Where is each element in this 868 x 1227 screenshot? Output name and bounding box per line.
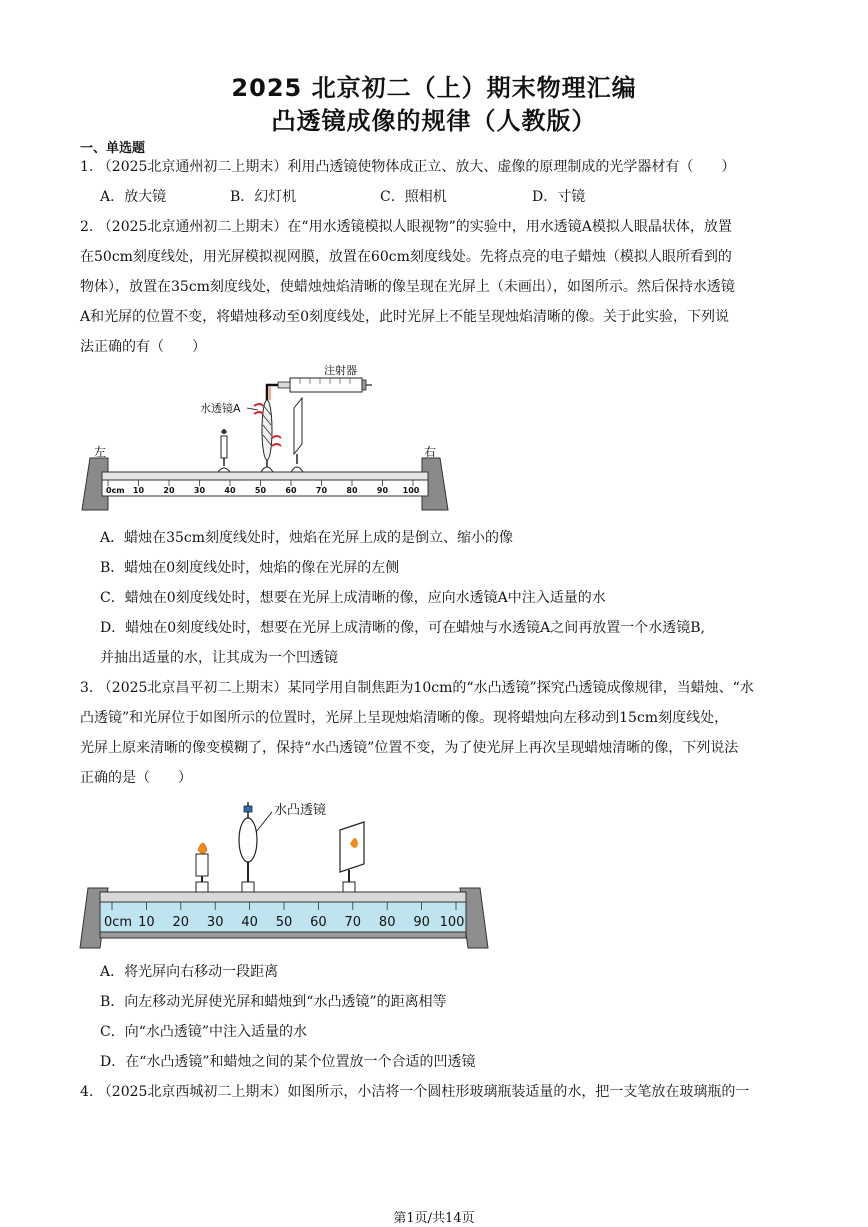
page-title-line2: 凸透镜成像的规律（人教版） (271, 107, 597, 135)
ruler-tick: 30 (193, 486, 206, 495)
q2-line-2: 在50cm刻度线处，用光屏模拟视网膜，放置在60cm刻度线处。先将点亮的电子蜡烛（模拟人眼所看到的 (80, 249, 732, 265)
q2-line-3: 物体），放置在35cm刻度线处，使蜡烛烛焰清晰的像呈现在光屏上（未画出），如图所示。然后保持水透镜 (80, 279, 735, 295)
candle-icon (196, 843, 208, 894)
syringe-icon (278, 378, 372, 392)
q4-line-1: 4. （2025北京西城初二上期末）如图所示，小洁将一个圆柱形玻璃瓶装适量的水，把一支笔放在玻璃瓶的一 (80, 1084, 750, 1100)
left-label: 左 (94, 445, 107, 459)
ruler-unit: 0cm (106, 486, 125, 495)
water-convex-lens-icon (239, 802, 257, 894)
ruler-tick: 80 (346, 486, 358, 495)
q3-line-2: 凸透镜”和光屏位于如图所示的位置时，光屏上呈现烛焰清晰的像。现将蜡烛向左移动到15cm刻度线处， (80, 710, 729, 726)
q1-option-c: C．照相机 (380, 189, 447, 205)
optical-bench (82, 458, 448, 510)
ruler-tick: 70 (315, 486, 328, 495)
q1-option-d: D．寸镜 (532, 189, 586, 205)
page-footer: 第1页/共14页 (393, 1211, 475, 1226)
ruler-tick: 70 (344, 915, 362, 930)
q2-option-d-continued: 并抽出适量的水，让其成为一个凹透镜 (100, 650, 338, 666)
light-screen-icon (340, 822, 364, 894)
ruler-unit: 0cm (104, 915, 133, 930)
ruler-tick: 100 (402, 486, 420, 495)
q1-stem: 1. （2025北京通州初二上期末）利用凸透镜使物体成正立、放大、虚像的原理制成的光学器材有（ ） (80, 159, 736, 175)
ruler-tick: 20 (163, 486, 175, 495)
q2-option-d: D．蜡烛在0刻度线处时，想要在光屏上成清晰的像，可在蜡烛与水透镜A之间再放置一个水透镜B, (100, 620, 705, 636)
syringe-label: 注射器 (324, 364, 357, 377)
q3-line-1: 3. （2025北京昌平初二上期末）某同学用自制焦距为10cm的“水凸透镜”探究凸透镜成像规律，当蜡烛、“水 (80, 680, 754, 696)
water-lens-label: 水透镜A (200, 402, 241, 415)
q2-line-5: 法正确的有（ ） (80, 339, 206, 355)
ruler-tick: 80 (378, 915, 396, 930)
q2-option-a: A．蜡烛在35cm刻度线处时，烛焰在光屏上成的是倒立、缩小的像 (100, 530, 514, 546)
ruler-tick: 40 (241, 915, 258, 930)
ruler-tick: 20 (172, 915, 190, 930)
ruler-tick: 40 (224, 486, 236, 495)
q2-option-b: B．蜡烛在0刻度线处时，烛焰的像在光屏的左侧 (100, 560, 400, 576)
ruler-tick: 50 (275, 915, 293, 930)
q3-line-3: 光屏上原来清晰的像变模糊了，保持“水凸透镜”位置不变，为了使光屏上再次呈现蜡烛清晰的像，下列说法 (80, 740, 739, 756)
q2-line-4: A和光屏的位置不变，将蜡烛移动至0刻度线处，此时光屏上不能呈现烛焰清晰的像。关于此实验，下列说 (80, 309, 730, 325)
page-title-line1: 2025 北京初二（上）期末物理汇编 (231, 74, 637, 102)
ruler-tick: 10 (138, 915, 155, 930)
q2-figure (80, 360, 450, 515)
ruler-tick: 50 (254, 486, 267, 495)
q2-option-c: C．蜡烛在0刻度线处时，想要在光屏上成清晰的像，应向水透镜A中注入适量的水 (100, 590, 606, 606)
ruler-tick: 60 (310, 915, 327, 930)
ruler-tick: 90 (413, 915, 430, 930)
right-label: 右 (424, 445, 437, 459)
light-screen-icon (291, 398, 303, 478)
q3-option-d: D．在“水凸透镜”和蜡烛之间的某个位置放一个合适的凹透镜 (100, 1054, 476, 1070)
water-convex-lens-label: 水凸透镜 (274, 803, 327, 818)
ruler-tick: 100 (439, 915, 465, 930)
q2-line-1: 2. （2025北京通州初二上期末）在“用水透镜模拟人眼视物”的实验中，用水透镜A模拟人眼晶状体，放置 (80, 219, 732, 235)
ruler-tick: 60 (285, 486, 297, 495)
q1-option-b: B．幻灯机 (230, 189, 297, 205)
candle-icon (218, 429, 230, 478)
q3-figure (78, 796, 490, 952)
ruler-tick: 90 (376, 486, 389, 495)
ruler-tick: 30 (206, 915, 224, 930)
q3-option-c: C．向“水凸透镜”中注入适量的水 (100, 1024, 308, 1040)
q1-option-a: A．放大镜 (100, 189, 167, 205)
q3-line-4: 正确的是（ ） (80, 770, 192, 786)
section-heading: 一、单选题 (80, 141, 146, 156)
water-lens-icon (254, 400, 281, 478)
ruler-tick: 10 (132, 486, 145, 495)
q3-option-a: A．将光屏向右移动一段距离 (100, 964, 279, 980)
q3-option-b: B．向左移动光屏使光屏和蜡烛到“水凸透镜”的距离相等 (100, 994, 447, 1010)
